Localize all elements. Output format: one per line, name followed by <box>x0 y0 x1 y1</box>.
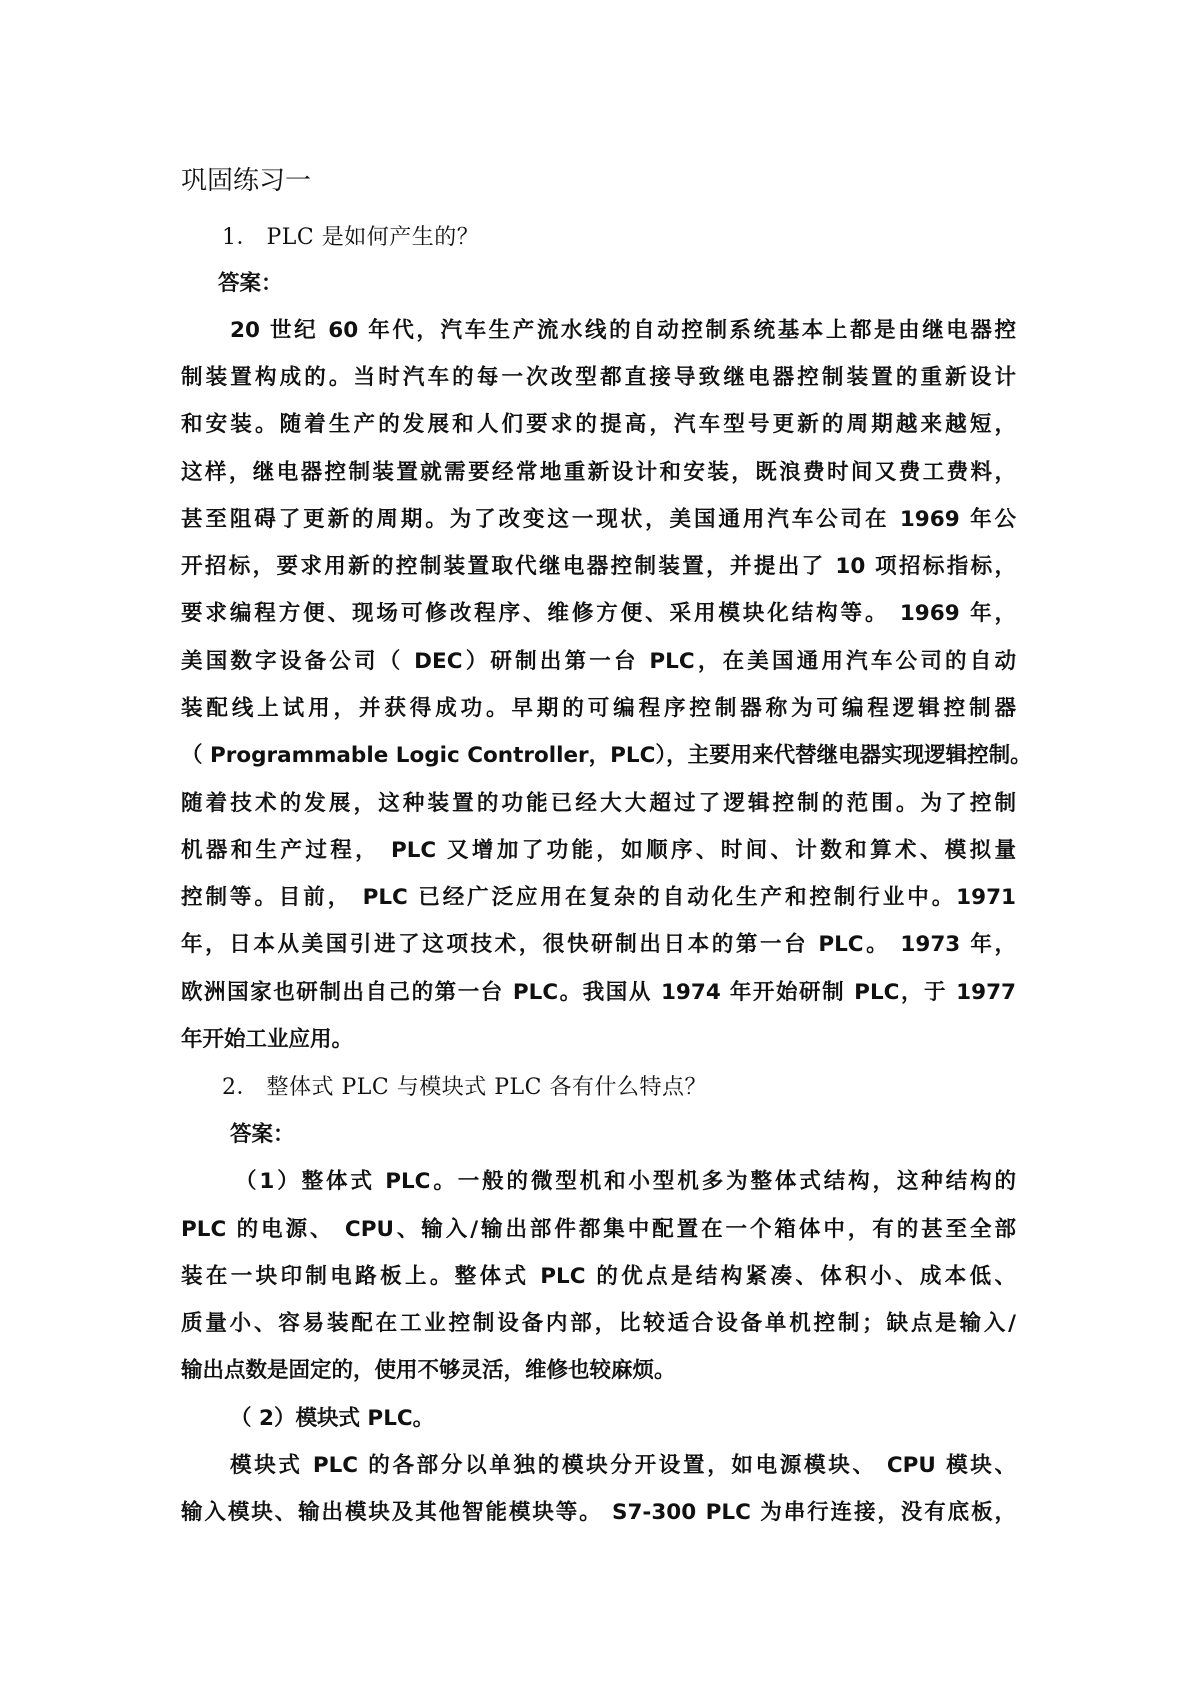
answer-label-2: 答案： <box>230 1122 295 1147</box>
answer-1-line: 年开始工业应用。 <box>181 1027 354 1052</box>
answer-1-line: 甚至阻碍了更新的周期。为了改变这一现状，美国通用汽车公司在 1969 年公 <box>181 507 1016 532</box>
answer-1-line: 这样，继电器控制装置就需要经常地重新设计和安装，既浪费时间又费工费料， <box>181 460 1016 485</box>
answer-1-line: 要求编程方便、现场可修改程序、维修方便、采用模块化结构等。 1969 年， <box>181 601 1016 626</box>
answer-1-line: 20 世纪 60 年代，汽车生产流水线的自动控制系统基本上都是由继电器控 <box>230 318 1016 343</box>
answer-1-line: 欧洲国家也研制出自己的第一台 PLC。我国从 1974 年开始研制 PLC，于 1977 <box>181 980 1016 1005</box>
answer-label-1: 答案： <box>218 271 283 296</box>
answer-1-line: 和安装。随着生产的发展和人们要求的提高，汽车型号更新的周期越来越短， <box>181 412 1016 437</box>
answer-2-line: 装在一块印制电路板上。整体式 PLC 的优点是结构紧凑、体积小、成本低、 <box>181 1264 1016 1289</box>
answer-1-line: 美国数字设备公司（ DEC）研制出第一台 PLC，在美国通用汽车公司的自动 <box>181 649 1016 674</box>
answer-1-line: 机器和生产过程， PLC 又增加了功能，如顺序、时间、计数和算术、模拟量 <box>181 838 1016 863</box>
answer-1-line: 制装置构成的。当时汽车的每一次改型都直接导致继电器控制装置的重新设计 <box>181 365 1016 390</box>
answer-1-line: 年，日本从美国引进了这项技术，很快研制出日本的第一台 PLC。 1973 年， <box>181 932 1016 957</box>
answer-2-line: PLC 的电源、 CPU、输入/输出部件都集中配置在一个箱体中，有的甚至全部 <box>181 1217 1016 1242</box>
answer-2-line: 输出点数是固定的，使用不够灵活，维修也较麻烦。 <box>181 1358 676 1383</box>
answer-1-line: （ Programmable Logic Controller，PLC），主要用来代替继电器实现逻辑控制。 <box>181 743 1032 768</box>
answer-1-line: 随着技术的发展，这种装置的功能已经大大超过了逻辑控制的范围。为了控制 <box>181 791 1016 816</box>
answer-1-line: 控制等。目前， PLC 已经广泛应用在复杂的自动化生产和控制行业中。1971 <box>181 885 1016 910</box>
answer-2-line: （1）整体式 PLC。一般的微型机和小型机多为整体式结构，这种结构的 <box>235 1169 1016 1194</box>
answer-1-line: 装配线上试用，并获得成功。早期的可编程序控制器称为可编程逻辑控制器 <box>181 696 1016 721</box>
question-2: 2． 整体式 PLC 与模块式 PLC 各有什么特点？ <box>222 1075 707 1100</box>
answer-2-line: 输入模块、输出模块及其他智能模块等。 S7-300 PLC 为串行连接，没有底板， <box>181 1500 1016 1525</box>
page-title: 巩固练习一 <box>181 166 312 196</box>
answer-2-line: 模块式 PLC 的各部分以单独的模块分开设置，如电源模块、 CPU 模块、 <box>230 1453 1016 1478</box>
answer-2-line: 质量小、容易装配在工业控制设备内部，比较适合设备单机控制；缺点是输入/ <box>181 1311 1016 1336</box>
answer-1-line: 开招标，要求用新的控制装置取代继电器控制装置，并提出了 10 项招标指标， <box>181 554 1016 579</box>
answer-2-subheading: （ 2）模块式 PLC。 <box>230 1406 435 1431</box>
question-1: 1． PLC 是如何产生的？ <box>222 225 480 250</box>
